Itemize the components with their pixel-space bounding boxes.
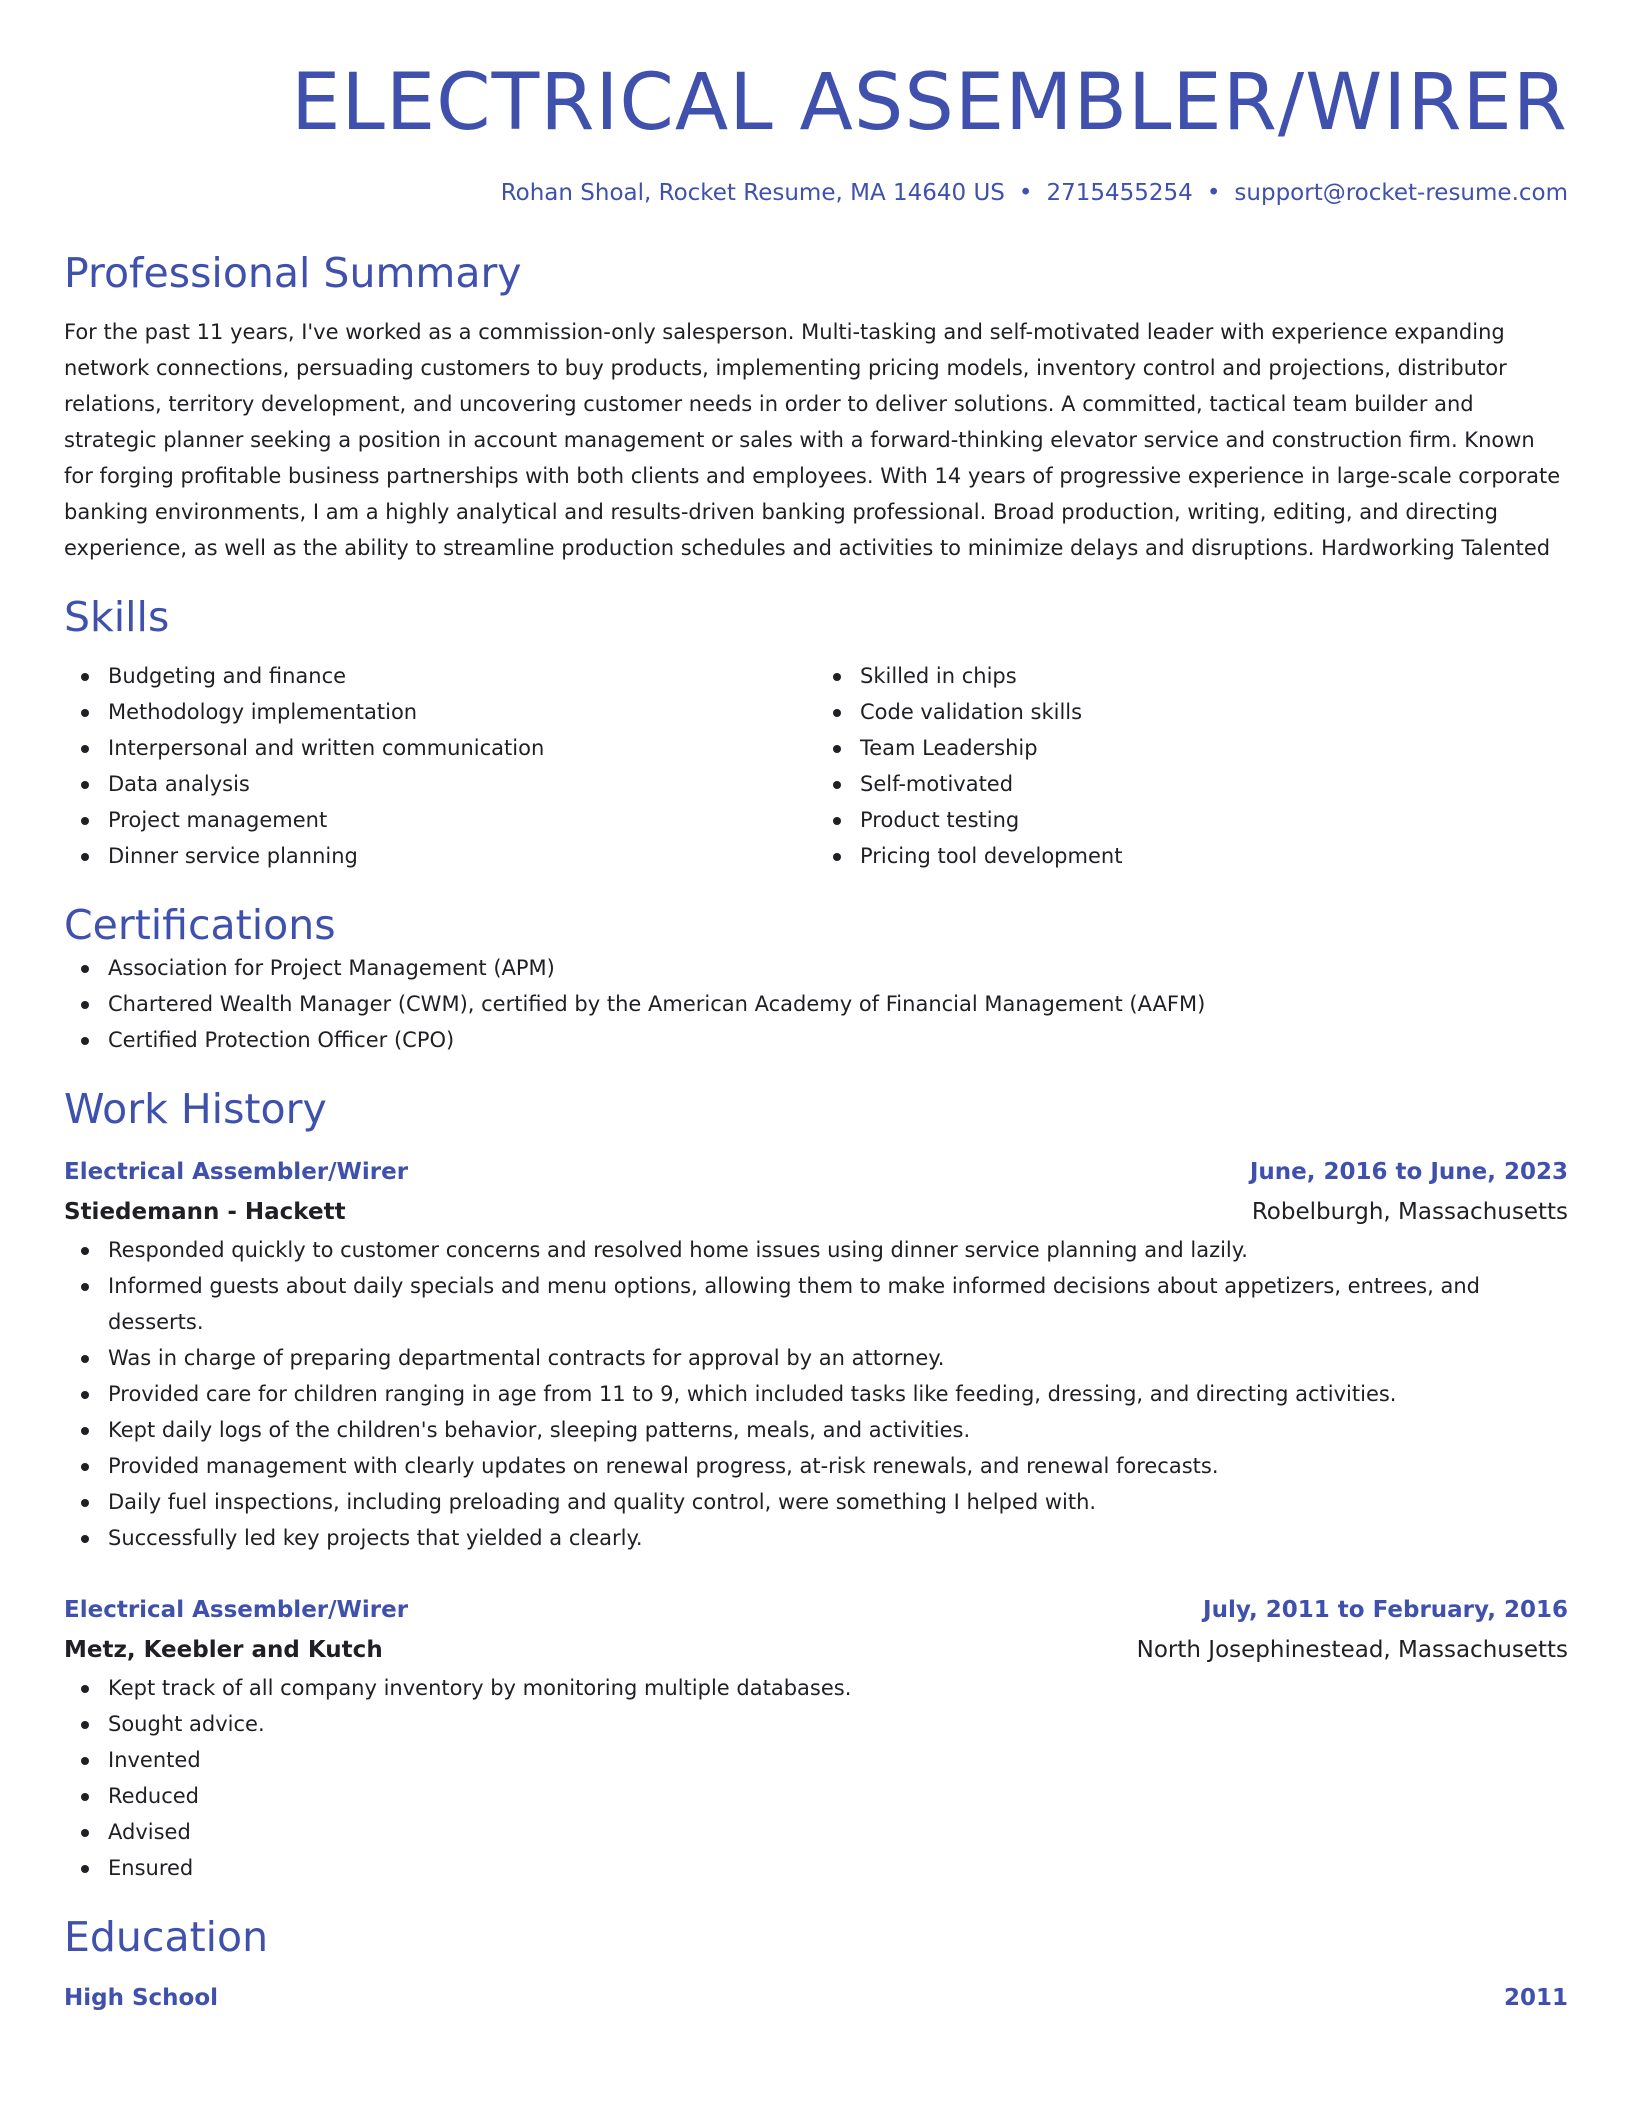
- skills-columns: [64, 658, 1568, 874]
- skill-item: Data analysis: [64, 766, 816, 802]
- job-duty-item: Reduced: [64, 1778, 1568, 1814]
- job-title: Electrical Assembler/Wirer: [64, 1159, 409, 1185]
- skills-list-left: [64, 658, 816, 874]
- job-dates: July, 2011 to February, 2016: [1203, 1597, 1568, 1623]
- certification-item: Chartered Wealth Manager (CWM), certified by the American Academy of Financial Management (AAFM): [64, 986, 1568, 1022]
- job-duty-item: Invented: [64, 1742, 1568, 1778]
- contact-email[interactable]: support@rocket-resume.com: [1234, 180, 1568, 206]
- job-duty-item: Kept daily logs of the children's behavior, sleeping patterns, meals, and activities.: [64, 1412, 1568, 1448]
- work-history-heading: Work History: [64, 1085, 327, 1133]
- job-duty-item: Provided management with clearly updates on renewal progress, at-risk renewals, and renewal forecasts.: [64, 1448, 1568, 1484]
- job-entry: [64, 1590, 1568, 1886]
- education-heading: Education: [64, 1913, 269, 1961]
- job-duty-item: Was in charge of preparing departmental contracts for approval by an attorney.: [64, 1340, 1568, 1376]
- job-duty-item: Advised: [64, 1814, 1568, 1850]
- skill-item: Self-motivated: [816, 766, 1568, 802]
- resume-page: [64, 0, 1568, 2018]
- job-duties-list: [64, 1232, 1568, 1556]
- education-row: [64, 1978, 1568, 2018]
- skill-item: Interpersonal and written communication: [64, 730, 816, 766]
- certification-item: Certified Protection Officer (CPO): [64, 1022, 1568, 1058]
- skill-item: Product testing: [816, 802, 1568, 838]
- skills-column-left: [64, 658, 816, 874]
- skill-item: Dinner service planning: [64, 838, 816, 874]
- summary-text: For the past 11 years, I've worked as a commission-only salesperson. Multi-tasking and self-motivated leader with experience expanding network connections, persuading customers to buy products, implementing pricing models, inventory control and projections, distributor relations, territory development, and uncovering customer needs in order to deliver solutions. A committed, tactical team builder and strategic planner seeking a position in account management or sales with a forward-thinking elevator service and construction firm. Known for forging profitable business partnerships with both clients and employees. With 14 years of progressive experience in large-scale corporate banking environments, I am a highly analytical and results-driven banking professional. Broad production, writing, editing, and directing experience, as well as the ability to streamline production schedules and activities to minimize delays and disruptions. Hardworking Talented: [64, 320, 1561, 560]
- job-dates: June, 2016 to June, 2023: [1249, 1159, 1568, 1185]
- skill-item: Pricing tool development: [816, 838, 1568, 874]
- skill-item: Budgeting and finance: [64, 658, 816, 694]
- summary-heading: Professional Summary: [64, 249, 522, 297]
- contact-phone: 2715455254: [1046, 180, 1193, 206]
- job-location: North Josephinestead, Massachusetts: [1136, 1637, 1568, 1663]
- job-company: Stiedemann - Hackett: [64, 1199, 346, 1225]
- education-degree: High School: [64, 1985, 219, 2011]
- contact-separator: •: [1018, 180, 1033, 206]
- job-duty-item: Ensured: [64, 1850, 1568, 1886]
- job-entry: [64, 1152, 1568, 1556]
- skill-item: Team Leadership: [816, 730, 1568, 766]
- job-company: Metz, Keebler and Kutch: [64, 1637, 383, 1663]
- skill-item: Code validation skills: [816, 694, 1568, 730]
- job-title: Electrical Assembler/Wirer: [64, 1597, 409, 1623]
- job-duty-item: Successfully led key projects that yielded a clearly.: [64, 1520, 1568, 1556]
- job-duty-item: Sought advice.: [64, 1706, 1568, 1742]
- job-location: Robelburgh, Massachusetts: [1251, 1199, 1568, 1225]
- job-header-row: [64, 1152, 1568, 1192]
- job-duties-list: [64, 1670, 1568, 1886]
- job-duty-item: Responded quickly to customer concerns and resolved home issues using dinner service planning and lazily.: [64, 1232, 1568, 1268]
- skill-item: Project management: [64, 802, 816, 838]
- contact-address: Rohan Shoal, Rocket Resume, MA 14640 US: [500, 180, 1005, 206]
- certifications-heading: Certifications: [64, 901, 336, 949]
- skills-list-right: [816, 658, 1568, 874]
- resume-title: ELECTRICAL ASSEMBLER/WIRER: [291, 58, 1568, 148]
- contact-line: [64, 178, 1568, 208]
- certifications-list: [64, 950, 1568, 1058]
- job-duty-item: Provided care for children ranging in age from 11 to 9, which included tasks like feeding, dressing, and directing activities.: [64, 1376, 1568, 1412]
- job-duty-item: Kept track of all company inventory by monitoring multiple databases.: [64, 1670, 1568, 1706]
- skill-item: Skilled in chips: [816, 658, 1568, 694]
- skills-column-right: [816, 658, 1568, 874]
- job-company-row: [64, 1192, 1568, 1232]
- job-header-row: [64, 1590, 1568, 1630]
- job-company-row: [64, 1630, 1568, 1670]
- contact-separator: •: [1206, 180, 1221, 206]
- certification-item: Association for Project Management (APM): [64, 950, 1568, 986]
- job-duty-item: Daily fuel inspections, including preloading and quality control, were something I helped with.: [64, 1484, 1568, 1520]
- skill-item: Methodology implementation: [64, 694, 816, 730]
- job-duty-item: Informed guests about daily specials and menu options, allowing them to make informed decisions about appetizers, entrees, and desserts.: [64, 1268, 1568, 1340]
- education-year: 2011: [1503, 1985, 1568, 2011]
- skills-heading: Skills: [64, 593, 170, 641]
